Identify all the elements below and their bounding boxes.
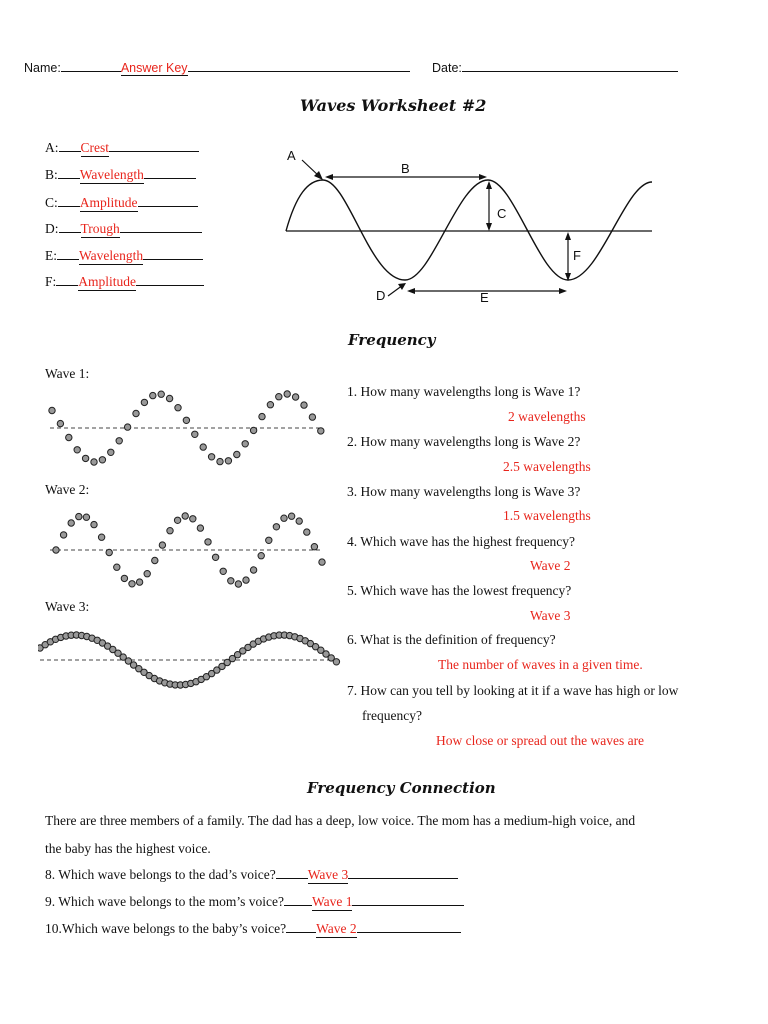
label-answer: Trough xyxy=(80,221,120,236)
wave-dot xyxy=(296,518,302,524)
frequency-heading: Frequency xyxy=(348,331,436,349)
wave-dot xyxy=(276,394,282,400)
wave-dot xyxy=(57,420,63,426)
question-7: 7. How can you tell by looking at it if a wave has high or low xyxy=(347,683,679,698)
wave-dot xyxy=(309,414,315,420)
wave-diagram xyxy=(270,140,670,310)
wave-dot xyxy=(91,459,97,465)
wave-dot xyxy=(228,578,234,584)
wave-dot xyxy=(197,525,203,531)
wave-dot xyxy=(250,567,256,573)
wave-dot xyxy=(212,554,218,560)
connection-intro-1: There are three members of a family. The dad has a deep, low voice. The mom has a medium-high voice, and xyxy=(45,813,636,828)
answer-1: 2 wavelengths xyxy=(508,409,586,424)
wave-dot xyxy=(200,444,206,450)
wave-dot xyxy=(133,410,139,416)
diagram-letter-c: C xyxy=(497,206,507,221)
wave-dot xyxy=(258,553,264,559)
wave3-drawing xyxy=(38,625,343,695)
wave-dot xyxy=(83,514,89,520)
diagram-wave xyxy=(286,180,652,280)
wave-dot xyxy=(304,529,310,535)
question-1: 1. How many wavelengths long is Wave 1? xyxy=(347,384,581,399)
wave1-label: Wave 1: xyxy=(45,366,90,381)
wave-dot xyxy=(301,402,307,408)
name-row xyxy=(24,58,410,76)
wave-dot xyxy=(182,513,188,519)
diagram-letter-b: B xyxy=(401,161,410,176)
label-answer: Amplitude xyxy=(79,195,138,210)
wave-dot xyxy=(281,515,287,521)
wave-dot xyxy=(167,528,173,534)
name-label: Name: xyxy=(24,61,61,75)
diagram-letter-a: A xyxy=(287,148,296,163)
wave-dot xyxy=(74,447,80,453)
wave-dot xyxy=(124,424,130,430)
question-5: 5. Which wave has the lowest frequency? xyxy=(347,583,572,598)
answer-4: Wave 2 xyxy=(530,558,571,573)
wave-dot xyxy=(166,395,172,401)
wave-dot xyxy=(114,564,120,570)
arrow-f-top xyxy=(565,232,571,240)
connection-intro-2: the baby has the highest voice. xyxy=(45,841,211,856)
wave-dot xyxy=(116,438,122,444)
answer-3: 1.5 wavelengths xyxy=(503,508,591,523)
answer-6: The number of waves in a given time. xyxy=(438,657,643,672)
name-answer: Answer Key xyxy=(120,61,188,75)
wave-dot xyxy=(311,544,317,550)
question-10: 10.Which wave belongs to the baby’s voice? Wave 2 xyxy=(45,921,461,938)
wave-dot xyxy=(106,549,112,555)
question-2: 2. How many wavelengths long is Wave 2? xyxy=(347,434,581,449)
wave-dot xyxy=(318,428,324,434)
wave2-drawing xyxy=(40,500,330,590)
answer-2: 2.5 wavelengths xyxy=(503,459,591,474)
diagram-letter-d: D xyxy=(376,288,386,303)
wave-dot xyxy=(259,413,265,419)
label-answer: Wavelength xyxy=(79,167,144,182)
connection-heading: Frequency Connection xyxy=(307,779,496,797)
wave-dot xyxy=(121,575,127,581)
wave-dot xyxy=(53,547,59,553)
wave-dot xyxy=(250,427,256,433)
wave-dot xyxy=(273,524,279,530)
wave-dot xyxy=(292,394,298,400)
label-answer: Crest xyxy=(80,140,109,155)
wave-dot xyxy=(288,513,294,519)
wave3-label: Wave 3: xyxy=(45,599,90,614)
wave-dot xyxy=(333,659,339,665)
question-4: 4. Which wave has the highest frequency? xyxy=(347,534,576,549)
wave-dot xyxy=(136,579,142,585)
wave-dot xyxy=(152,557,158,563)
arrow-c-top xyxy=(486,181,492,189)
wave-dot xyxy=(242,441,248,447)
question-3: 3. How many wavelengths long is Wave 3? xyxy=(347,484,581,499)
answer-9: Wave 1 xyxy=(311,894,353,909)
arrow-b-left xyxy=(325,174,333,180)
wave-dot xyxy=(267,402,273,408)
label-row-c: C: Amplitude xyxy=(45,195,198,212)
wave-dot xyxy=(217,458,223,464)
wave-dot xyxy=(319,559,325,565)
question-6: 6. What is the definition of frequency? xyxy=(347,632,556,647)
wave-dot xyxy=(98,534,104,540)
wave-dot xyxy=(284,391,290,397)
wave-dot xyxy=(159,542,165,548)
wave-dot xyxy=(235,581,241,587)
label-answer: Wavelength xyxy=(79,248,144,263)
wave-dot xyxy=(243,577,249,583)
wave-dot xyxy=(220,568,226,574)
label-row-f: F: Amplitude xyxy=(45,274,204,291)
wave-dot xyxy=(266,537,272,543)
diagram-letter-e: E xyxy=(480,290,489,305)
page-title: Waves Worksheet #2 xyxy=(300,96,487,115)
wave2-label: Wave 2: xyxy=(45,482,90,497)
wave-dot xyxy=(225,458,231,464)
wave-dot xyxy=(141,399,147,405)
wave-dot xyxy=(174,517,180,523)
label-answer: Amplitude xyxy=(78,274,137,289)
wave-dot xyxy=(158,391,164,397)
arrow-e-right xyxy=(559,288,567,294)
wave-dot xyxy=(76,513,82,519)
wave1-drawing xyxy=(40,380,330,480)
question-7-cont: frequency? xyxy=(362,708,422,723)
answer-10: Wave 2 xyxy=(316,921,357,936)
wave-dot xyxy=(49,407,55,413)
answer-7: How close or spread out the waves are xyxy=(436,733,645,748)
answer-8: Wave 3 xyxy=(307,867,349,882)
wave-dot xyxy=(68,520,74,526)
label-row-b: B: Wavelength xyxy=(45,167,196,184)
arrow-c-bottom xyxy=(486,223,492,231)
question-9: 9. Which wave belongs to the mom’s voice? Wave 1 xyxy=(45,894,464,911)
wave-dot xyxy=(91,521,97,527)
wave-dot xyxy=(99,457,105,463)
wave-dot xyxy=(205,539,211,545)
wave-dot xyxy=(234,451,240,457)
wave-dot xyxy=(150,392,156,398)
wave-dot xyxy=(82,455,88,461)
wave-dot xyxy=(129,581,135,587)
wave-dot xyxy=(192,431,198,437)
arrow-e-left xyxy=(407,288,415,294)
wave-dot xyxy=(175,405,181,411)
wave-dot xyxy=(183,417,189,423)
wave-dot xyxy=(66,434,72,440)
wave-dot xyxy=(190,516,196,522)
wave-dot xyxy=(144,571,150,577)
wave-dot xyxy=(108,449,114,455)
arrow-b-right xyxy=(479,174,487,180)
wave-dot xyxy=(208,454,214,460)
label-row-a: A: Crest xyxy=(45,140,199,157)
arrow-d-head xyxy=(398,283,406,290)
question-8: 8. Which wave belongs to the dad’s voice? Wave 3 xyxy=(45,867,458,884)
label-row-e: E: Wavelength xyxy=(45,248,203,265)
date-label: Date: xyxy=(432,61,462,75)
wave-dot xyxy=(60,532,66,538)
label-row-d: D: Trough xyxy=(45,221,202,238)
answer-5: Wave 3 xyxy=(530,608,571,623)
date-row xyxy=(432,58,678,75)
diagram-letter-f: F xyxy=(573,248,581,263)
